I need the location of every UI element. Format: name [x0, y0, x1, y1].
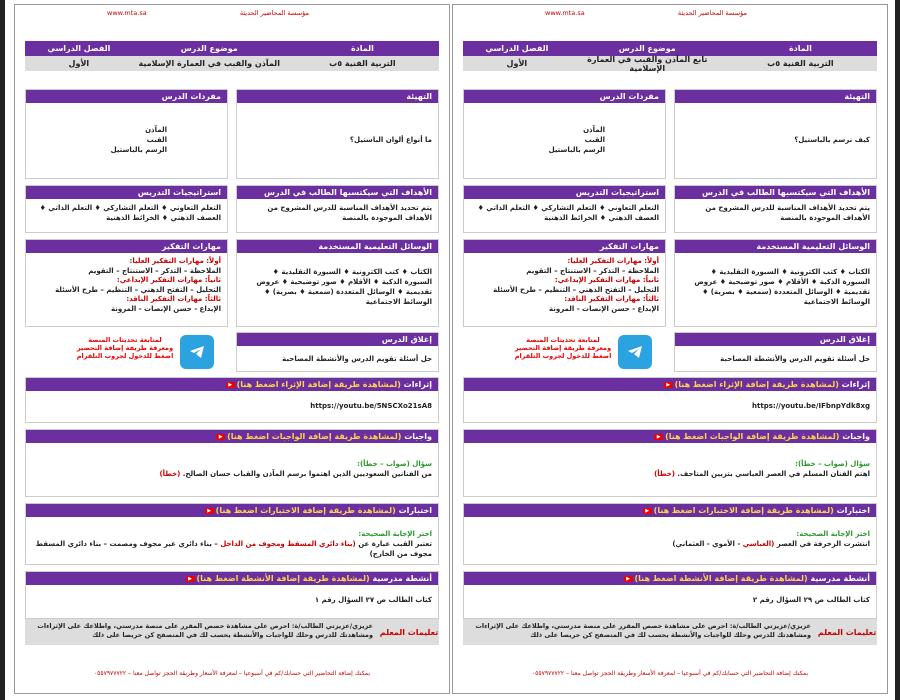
skills-heading-higher: أولاً: مهارات التفكير العليا: [567, 257, 659, 265]
topic-header: موضوع الدرس [618, 44, 676, 53]
tools-title: الوسائل التعليمية المستخدمة [237, 240, 438, 253]
tools-text: الكتاب ♦ كتب الكترونية ♦ السبورة التقليدية ♦ السبورة الذكية ♦ الأقلام ♦ صور توضيحية ♦ عروض تقديمية ♦ الوسائل المتعددة (سمعية ♦ بصرية) ♦ الوسائط الاجتماعية [694, 268, 870, 306]
warmup-title: التهيئة [237, 90, 438, 103]
vocab-box [463, 89, 666, 179]
skills-text-creative: التحليل – التفتح الذهني – التنظيم – طرح الأسئلة [493, 285, 659, 294]
thinking-skills-box [25, 239, 228, 327]
homework-answer: (خطأ) [654, 470, 675, 478]
telegram-icon[interactable] [618, 335, 652, 369]
vocab-item: المآذن [145, 126, 167, 134]
skills-text-higher: الملاحظة – التذكر – الاستنتاج – التقويم [88, 266, 221, 275]
closing-box [674, 332, 877, 372]
closing-title: إغلاق الدرس [237, 333, 438, 346]
site-url[interactable]: www.mta.sa [545, 9, 585, 17]
activities-text: كتاب الطالب ص ٢٩ السؤال رقم ٢ [752, 596, 870, 604]
lesson-plan-page [452, 4, 888, 694]
teacher-notes [25, 619, 439, 645]
lesson-plan-page [14, 4, 450, 694]
warmup-text: كيف نرسم بالباستيل؟ [794, 136, 870, 144]
youtube-icon[interactable]: ▶ [226, 382, 235, 388]
subject-header: المادة [350, 44, 374, 53]
homework-question-text: من الفنانين السعوديين الذين اهتموا برسم المآذن والقباب حسان الصالح. [182, 470, 432, 478]
tests-howto-link[interactable]: (لمشاهدة طريقة إضافة الاختبارات اضغط هنا) [215, 506, 396, 515]
org-name: مؤسسة المحاضير الحديثة [677, 9, 747, 17]
topic-header: موضوع الدرس [180, 44, 238, 53]
term-header: الفصل الدراسي [47, 44, 111, 53]
activities-box [463, 571, 877, 619]
vocab-item: الرسم بالباستيل [548, 146, 605, 154]
homework-question-text: اهتم الفنان المسلم في العصر العباسي بتزيين المتاحف. [677, 470, 870, 478]
vocab-box [25, 89, 228, 179]
tests-other-options: - الأموي - العثماني) [672, 540, 741, 548]
activities-title: أنشطة مدرسية [810, 574, 870, 583]
youtube-icon[interactable]: ▶ [205, 508, 214, 514]
homework-question-label: سؤال (صواب – خطأ): [795, 460, 870, 468]
homework-howto-link[interactable]: (لمشاهدة طريقة إضافة الواجبات اضغط هنا) [665, 432, 840, 441]
goals-text: يتم تحديد الأهداف المناسبة للدرس المشروح من الأهداف الموجودة بالمنصة [267, 204, 432, 222]
subject-header: المادة [788, 44, 812, 53]
tests-correct-answer: (العباسي [742, 540, 775, 548]
warmup-title: التهيئة [675, 90, 876, 103]
term-value: الأول [506, 59, 528, 68]
strategies-title: استراتيجيات التدريس [464, 186, 665, 199]
closing-box [236, 332, 439, 372]
warmup-text: ما أنواع ألوان الباستيل؟ [349, 136, 432, 144]
closing-title: إغلاق الدرس [675, 333, 876, 346]
tests-question-text: تعتبر القبب عبارة عن [358, 540, 432, 548]
activities-title: أنشطة مدرسية [372, 574, 432, 583]
activities-howto-link[interactable]: (لمشاهدة طريقة إضافة الأنشطة اضغط هنا) [196, 574, 370, 583]
strategies-box [463, 185, 666, 233]
lesson-info-table [463, 41, 877, 71]
tools-box [674, 239, 877, 327]
tests-question-label: اختر الإجابة الصحيحة: [796, 530, 870, 538]
enrichment-howto-link[interactable]: (لمشاهدة طريقة إضافة الإثراء اضغط هنا) [674, 380, 839, 389]
telegram-promo[interactable] [513, 336, 613, 360]
tests-title: اختبارات [836, 506, 870, 515]
teacher-notes [463, 619, 877, 645]
youtube-icon[interactable]: ▶ [664, 382, 673, 388]
tools-title: الوسائل التعليمية المستخدمة [675, 240, 876, 253]
enrichment-title: إثراءات [841, 380, 870, 389]
goals-box [236, 185, 439, 233]
homework-box [25, 429, 439, 497]
org-name: مؤسسة المحاضير الحديثة [239, 9, 309, 17]
strategies-title: استراتيجيات التدريس [26, 186, 227, 199]
homework-title: واجبات [404, 432, 432, 441]
youtube-icon[interactable]: ▶ [624, 576, 633, 582]
tests-howto-link[interactable]: (لمشاهدة طريقة إضافة الاختبارات اضغط هنا) [653, 506, 834, 515]
tests-title: اختبارات [398, 506, 432, 515]
skills-heading-critical: ثالثاً: مهارات التفكير الناقد: [564, 295, 659, 303]
enrichment-title: إثراءات [403, 380, 432, 389]
vocab-title: مفردات الدرس [26, 90, 227, 103]
homework-title: واجبات [842, 432, 870, 441]
topic-value: تابع المآذن والقبب في العمارة الإسلامية [587, 54, 708, 73]
closing-text: حل أسئلة تقويم الدرس والأنشطة المصاحبة [720, 355, 870, 363]
subject-value: التربية الفنية ٥ب [329, 59, 396, 68]
topic-value: المآذن والقبب في العمارة الإسلامية [138, 59, 280, 68]
vocab-item: القبب [584, 136, 605, 144]
vocab-title: مفردات الدرس [464, 90, 665, 103]
telegram-promo[interactable] [75, 336, 175, 360]
skills-text-critical: الإبداع - حسن الإنصات - المرونة [548, 304, 659, 313]
thinking-skills-box [463, 239, 666, 327]
skills-heading-creative: ثانياً: مهارات التفكير الإبداعي: [554, 276, 659, 284]
goals-title: الأهداف التي سيكتسبها الطالب في الدرس [675, 186, 876, 199]
tools-box [236, 239, 439, 327]
goals-text: يتم تحديد الأهداف المناسبة للدرس المشروح من الأهداف الموجودة بالمنصة [705, 204, 870, 222]
vocab-item: المآذن [583, 126, 605, 134]
skills-heading-higher: أولاً: مهارات التفكير العليا: [129, 257, 221, 265]
subject-value: التربية الفنية ٥ب [767, 59, 834, 68]
tests-question-text: انتشرت الزخرفة في العصر [776, 540, 870, 548]
warmup-box [236, 89, 439, 179]
youtube-icon[interactable]: ▶ [186, 576, 195, 582]
skills-text-critical: الإبداع - حسن الإنصات - المرونة [110, 304, 221, 313]
enrichment-howto-link[interactable]: (لمشاهدة طريقة إضافة الإثراء اضغط هنا) [236, 380, 401, 389]
homework-answer: (خطأ) [159, 470, 181, 478]
activities-box [25, 571, 439, 619]
homework-box [463, 429, 877, 497]
youtube-icon[interactable]: ▶ [654, 434, 663, 440]
page-footer: بمكنك إضافة التحاضير التي حسابك/كم في أسبوعيا – لمعرفة الأسعار وطريقة الحجز تواصل معنا – ٠٥٥٧٩٧٧٧٢٢ [93, 670, 371, 677]
teacher-notes-label: تعليمات المعلم [379, 627, 439, 637]
enrichment-box [25, 377, 439, 423]
tests-correct-answer: (بناء دائري المسقط ومجوف من الداخل [220, 540, 356, 548]
skills-text-higher: الملاحظة – التذكر – الاستنتاج – التقويم [526, 266, 659, 275]
term-value: الأول [68, 59, 90, 68]
teacher-notes-label: تعليمات المعلم [817, 627, 877, 637]
lesson-info-table [25, 41, 439, 71]
homework-question-label: سؤال (صواب – خطأ): [357, 460, 432, 468]
tests-box [25, 503, 439, 565]
youtube-icon[interactable]: ▶ [216, 434, 225, 440]
enrichment-url[interactable]: https://youtu.be/5NSCXo21sA8 [310, 402, 432, 410]
goals-box [674, 185, 877, 233]
strategies-box [25, 185, 228, 233]
tests-other-options: – بناء دائري غير مجوف ومصمت – بناء دائري المسقط مجوف من الخارج) [35, 540, 432, 558]
thinking-skills-title: مهارات التفكير [26, 240, 227, 253]
skills-heading-creative: ثانياً: مهارات التفكير الإبداعي: [116, 276, 221, 284]
tools-text: الكتاب ♦ كتب الكترونية ♦ السبورة التقليدية ♦ السبورة الذكية ♦ الأقلام ♦ صور توضيحية ♦ عروض تقديمية ♦ الوسائل المتعددة (سمعية ♦ بصرية) ♦ الوسائط الاجتماعية [256, 268, 432, 306]
term-header: الفصل الدراسي [485, 44, 549, 53]
warmup-box [674, 89, 877, 179]
site-url[interactable]: www.mta.sa [107, 9, 147, 17]
youtube-icon[interactable]: ▶ [643, 508, 652, 514]
skills-text-creative: التحليل – التفتح الذهني – التنظيم – طرح الأسئلة [55, 285, 221, 294]
teacher-notes-text: عزيزي/عزيزتي الطالب/ة: احرص على مشاهدة حصص المقرر على منصة مدرستي، واطلاعك على الإثراءات ومشاهدتك للدرس وحلك للواجبات والأنشطة يحسب لك في المتصفح كن حريصا على ذلك [475, 622, 811, 639]
enrichment-box [463, 377, 877, 423]
telegram-icon[interactable] [180, 335, 214, 369]
promo-line: لمتابعة تحديثات المنصة [88, 336, 162, 344]
homework-howto-link[interactable]: (لمشاهدة طريقة إضافة الواجبات اضغط هنا) [227, 432, 402, 441]
skills-heading-critical: ثالثاً: مهارات التفكير الناقد: [126, 295, 221, 303]
vocab-item: الرسم بالباستيل [110, 146, 167, 154]
tests-question-label: اختر الإجابة الصحيحة: [358, 530, 432, 538]
closing-text: حل أسئلة تقويم الدرس والأنشطة المصاحبة [282, 355, 432, 363]
promo-line: ومعرفة طريقة إضافة التحضير [514, 344, 612, 352]
page-footer: بمكنك إضافة التحاضير التي حسابك/كم في أسبوعيا – لمعرفة الأسعار وطريقة الحجز تواصل معنا – ٠٥٥٧٩٧٧٧٢٢ [531, 670, 809, 677]
promo-line: اضغط للدخول لجروب التلقرام [76, 352, 174, 360]
strategies-text: التعلم التعاوني ♦ التعلم التشاركي ♦ التعلم الذاتي ♦ العصف الذهني ♦ الخرائط الذهنية [39, 204, 221, 222]
goals-title: الأهداف التي سيكتسبها الطالب في الدرس [237, 186, 438, 199]
promo-line: لمتابعة تحديثات المنصة [526, 336, 600, 344]
promo-line: اضغط للدخول لجروب التلقرام [514, 352, 612, 360]
promo-line: ومعرفة طريقة إضافة التحضير [76, 344, 174, 352]
teacher-notes-text: عزيزي/عزيزتي الطالب/ة: احرص على مشاهدة حصص المقرر على منصة مدرستي، واطلاعك على الإثراءات ومشاهدتك للدرس وحلك للواجبات والأنشطة يحسب لك في المتصفح كن حريصا على ذلك [37, 622, 373, 639]
activities-howto-link[interactable]: (لمشاهدة طريقة إضافة الأنشطة اضغط هنا) [634, 574, 808, 583]
activities-text: كتاب الطالب ص ٢٧ السؤال رقم ١ [314, 596, 432, 604]
enrichment-url[interactable]: https://youtu.be/IFbnpYdk8xg [752, 402, 870, 410]
thinking-skills-title: مهارات التفكير [464, 240, 665, 253]
tests-box [463, 503, 877, 565]
vocab-item: القبب [146, 136, 167, 144]
strategies-text: التعلم التعاوني ♦ التعلم التشاركي ♦ التعلم الذاتي ♦ العصف الذهني ♦ الخرائط الذهنية [477, 204, 659, 222]
